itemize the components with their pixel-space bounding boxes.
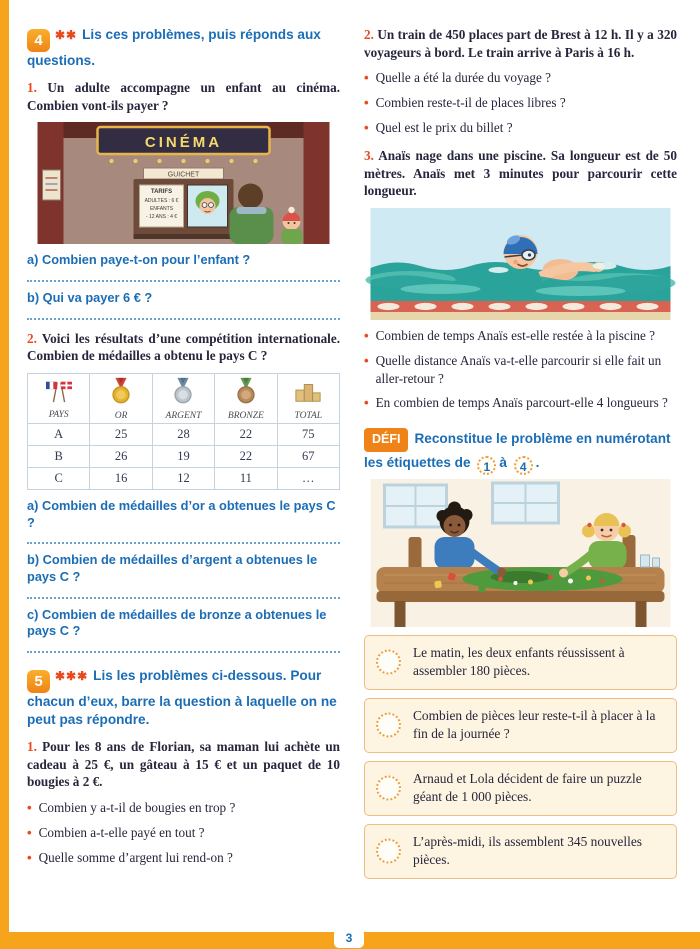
question-text: Quelle somme d’argent lui rend-on ? [38, 849, 233, 865]
cell: 19 [152, 446, 214, 468]
bronze-medal-icon [232, 377, 260, 405]
ex4-problem-2-statement [27, 330, 340, 365]
question-text: Combien de médailles d’argent a obtenues le pays C ? [27, 552, 318, 584]
cinema-sign-text: CINÉMA [144, 134, 223, 152]
ex5-p1-question-3[interactable] [27, 849, 340, 867]
question-label: a) [27, 252, 39, 268]
cell: 26 [90, 446, 152, 468]
bullet-icon: • [364, 120, 369, 135]
ex5-problem-2-statement [364, 26, 677, 61]
header-total [277, 374, 339, 424]
cell: 28 [152, 424, 214, 446]
problem-number: 2. [364, 27, 374, 42]
defi-tickets [364, 635, 677, 879]
cell: 75 [277, 424, 339, 446]
problem-text: Pour les 8 ans de Florian, sa maman lui achète un cadeau à 25 €, un gâteau à 15 € et un paquet de 10 bougies à 2 €. [27, 738, 340, 790]
etiquette-number-4 [514, 456, 533, 475]
cinema-illustration [27, 122, 340, 244]
table-row-b [28, 446, 340, 468]
problem-number: 1. [27, 80, 37, 96]
bullet-icon: • [27, 824, 32, 840]
answer-line[interactable] [27, 640, 340, 653]
defi-text-end: . [535, 454, 540, 470]
ex5-problem-1-statement [27, 738, 340, 791]
ticket-1-number-circle[interactable] [376, 650, 401, 675]
bullet-icon: • [364, 70, 369, 86]
question-label: b) [27, 290, 40, 306]
question-text: Quel est le prix du billet ? [375, 120, 513, 135]
number-4: 4 [519, 459, 527, 474]
question-label: a) [27, 498, 39, 514]
ticket-2 [364, 698, 677, 753]
ex5-problem-3-statement [364, 147, 677, 200]
header-label: PAYS [48, 410, 69, 421]
ticket-3-number-circle[interactable] [376, 776, 401, 801]
question-text: Quelle a été la durée du voyage ? [375, 70, 552, 86]
question-text: Combien de médailles de bronze a obtenues le pays C ? [27, 606, 327, 639]
cell: C [28, 468, 90, 490]
header-label: TOTAL [294, 411, 323, 422]
ticket-text: Combien de pièces leur reste-t-il à placer à la fin de la journée ? [413, 707, 656, 741]
answer-line[interactable] [27, 531, 340, 544]
ex5-p2-question-2[interactable] [364, 94, 677, 112]
medal-table-header-row [28, 374, 340, 424]
ex5-p3-question-3[interactable] [364, 394, 677, 412]
question-text: Combien a-t-elle payé en tout ? [38, 824, 205, 840]
cell: 16 [90, 468, 152, 490]
bullet-icon: • [364, 352, 369, 368]
problem-text: Anaïs nage dans une piscine. Sa longueur est de 50 mètres. Anaïs met 3 minutes pour parcourir cette longueur. [364, 147, 677, 199]
defi-badge: DÉFI [364, 428, 408, 451]
cell: A [28, 424, 90, 446]
tarifs-enfants-text: ENFANTS [149, 206, 174, 213]
problem-text: Un train de 450 places part de Brest à 12 h. Il y a 320 voyageurs à bord. Le train arrive à Paris à 16 h. [364, 27, 678, 60]
swimming-illustration [364, 208, 677, 320]
silver-medal-icon [169, 377, 197, 405]
exercise-4-stars-icon: ✱✱ [55, 28, 78, 42]
problem-number: 2. [27, 330, 37, 346]
ex4-question-2a [27, 498, 340, 531]
exercise-4-title: Lis ces problèmes, puis réponds aux questions. [27, 27, 321, 68]
podium-icon [294, 377, 322, 405]
exercise-5-title: Lis les problèmes ci-dessous. Pour chacun d’eux, barre la question à laquelle on ne peut pas répondre. [27, 667, 337, 727]
problem-text: Voici les résultats d’une compétition internationale. Combien de médailles a obtenu le pays C ? [27, 330, 340, 364]
flags-icon [45, 378, 73, 404]
ex4-question-a [27, 252, 340, 269]
left-column [27, 24, 340, 887]
ticket-1 [364, 635, 677, 690]
answer-line[interactable] [27, 307, 340, 320]
question-label: b) [27, 552, 40, 568]
cell[interactable]: … [277, 468, 339, 490]
question-text: Combien de temps Anaïs est-elle restée à la piscine ? [375, 327, 656, 343]
question-text: Combien de médailles d’or a obtenues le pays C ? [27, 498, 336, 530]
header-argent [152, 374, 214, 424]
defi-text: Reconstitue le problème en numérotant les étiquettes de [364, 431, 671, 470]
question-text: En combien de temps Anaïs parcourt-elle 4 longueurs ? [375, 395, 668, 411]
ticket-text: Arnaud et Lola décident de faire un puzzle géant de 1 000 pièces. [413, 770, 642, 804]
ex4-question-b [27, 290, 340, 307]
problem-number: 1. [27, 738, 37, 754]
cell: 67 [277, 446, 339, 468]
number-1: 1 [483, 459, 491, 474]
bullet-icon: • [364, 95, 369, 111]
cell: B [28, 446, 90, 468]
tarifs-adultes-text: ADULTES : 6 € [144, 198, 179, 205]
exercise-5-stars-icon: ✱✱✱ [55, 668, 89, 683]
ex4-problem-1-statement [27, 79, 340, 114]
left-border-bar [0, 0, 9, 949]
answer-line[interactable] [27, 269, 340, 282]
tarifs-title-text: TARIFS [150, 189, 173, 196]
ticket-4 [364, 824, 677, 879]
header-label: OR [114, 411, 128, 422]
header-bronze [215, 374, 277, 424]
header-pays [28, 374, 90, 424]
exercise-4-header [27, 26, 340, 70]
page-columns [27, 24, 677, 887]
defi-text-mid: à [499, 454, 507, 470]
ex5-p2-question-1[interactable] [364, 69, 677, 87]
ticket-text: L’après-midi, ils assemblent 345 nouvelles pièces. [413, 833, 642, 867]
question-label: c) [27, 606, 39, 622]
exercise-5-header [27, 667, 340, 729]
bullet-icon: • [364, 395, 369, 411]
ticket-4-number-circle[interactable] [376, 839, 401, 864]
question-text: Combien y a-t-il de bougies en trop ? [38, 800, 236, 816]
cell: 22 [215, 424, 277, 446]
bullet-icon: • [27, 849, 32, 865]
defi-header [364, 428, 677, 474]
medal-table [27, 373, 340, 490]
cell: 11 [215, 468, 277, 490]
etiquette-number-1 [477, 456, 496, 475]
ticket-text: Le matin, les deux enfants réussissent à assembler 180 pièces. [413, 644, 625, 678]
ex4-question-2b [27, 552, 340, 585]
cell: 12 [152, 468, 214, 490]
problem-number: 3. [364, 147, 374, 163]
table-row-c [28, 468, 340, 490]
question-text: Combien paye-t-on pour l’enfant ? [41, 252, 251, 268]
table-row-a [28, 424, 340, 446]
ex5-p3-question-1[interactable] [364, 327, 677, 345]
ex5-p1-question-1[interactable] [27, 799, 340, 817]
page-number: 3 [334, 929, 364, 948]
bullet-icon: • [27, 800, 32, 816]
right-column [364, 24, 677, 887]
tarifs-enfants-prix-text: - 12 ANS : 4 € [145, 214, 178, 221]
ex5-p1-question-2[interactable] [27, 824, 340, 842]
bullet-icon: • [364, 327, 369, 343]
question-text: Quelle distance Anaïs va-t-elle parcourir si elle fait un aller-retour ? [375, 352, 662, 386]
cell: 22 [215, 446, 277, 468]
question-text: Combien reste-t-il de places libres ? [375, 95, 566, 111]
answer-line[interactable] [27, 586, 340, 599]
header-or [90, 374, 152, 424]
header-label: ARGENT [165, 411, 202, 422]
question-text: Qui va payer 6 € ? [42, 290, 153, 306]
header-label: BRONZE [227, 411, 264, 422]
ticket-3 [364, 761, 677, 816]
problem-text: Un adulte accompagne un enfant au cinéma. Combien vont-ils payer ? [27, 80, 341, 113]
guichet-sign-text: GUICHET [167, 171, 200, 179]
puzzle-illustration [364, 479, 677, 627]
exercise-5-badge: 5 [27, 670, 50, 693]
ex5-p3-question-2[interactable] [364, 352, 677, 388]
cell: 25 [90, 424, 152, 446]
gold-medal-icon [107, 377, 135, 405]
ticket-2-number-circle[interactable] [376, 713, 401, 738]
ex5-p2-question-3[interactable] [364, 119, 677, 137]
exercise-4-badge: 4 [27, 29, 50, 52]
ex4-question-2c [27, 607, 340, 640]
